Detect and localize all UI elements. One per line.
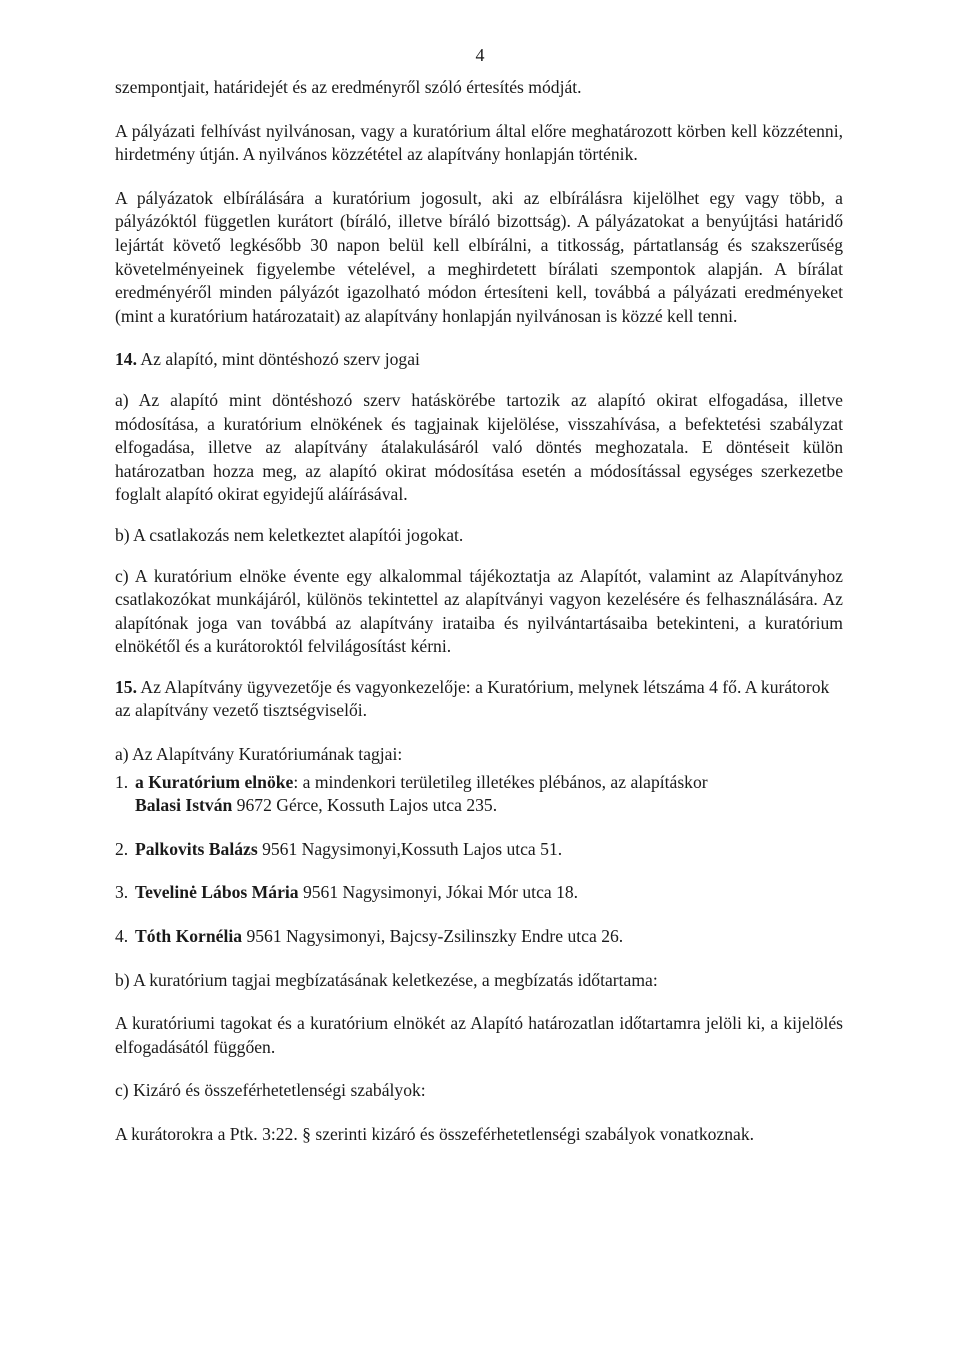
board-member: [115, 881, 843, 905]
section-15-heading: [115, 676, 843, 723]
member-details: [135, 925, 843, 949]
member-name: Palkovits Balázs: [135, 838, 258, 859]
section-14-title: Az alapító, mint döntéshozó szerv jogai: [137, 349, 420, 370]
section-15-point-a-title: a) Az Alapítvány Kuratóriumának tagjai:: [115, 744, 403, 765]
paragraph-evaluation: A pályázatok elbírálására a kuratórium jogosult, aki az elbírálásra kijelölhet egy vagy több, a pályázóktól független kurátort (bíráló, illetve bíráló bizottság). A pályázatokat a benyújtási határidő lejártát követő legkésőbb 30 napon belül kell elbírálni, a titkosság, pártatlanság és szakszerűség követelményeinek figyelembe vételével, a meghirdetett bírálati szempontok alapján. A bírálat eredményéről minden pályázót igazolható módon értesíteni kell, továbbá a pályázati eredményeket (mint a kuratórium határozatait) az alapítvány honlapján nyilvánosan is közzé kell tenni.: [115, 187, 843, 326]
member-details: [135, 838, 843, 862]
paragraph-publication: A pályázati felhívást nyilvánosan, vagy a kuratórium által előre meghatározott körben kell közzétenni, hirdetmény útján. A nyilvános közzététel az alapítvány honlapján történik.: [115, 120, 843, 165]
member-address: 9672 Gérce, Kossuth Lajos utca 235.: [232, 795, 498, 816]
member-number: 4.: [115, 926, 129, 947]
member-details: [135, 771, 843, 818]
section-14-number: 14.: [115, 349, 137, 370]
member-role: a Kuratórium elnöke: [135, 771, 294, 792]
member-number: 1.: [115, 771, 129, 792]
member-address: 9561 Nagysimonyi,Kossuth Lajos utca 51.: [257, 838, 563, 859]
member-number: 3.: [115, 882, 129, 903]
section-15-point-c-title: c) Kizáró és összeférhetetlenségi szabályok:: [115, 1080, 426, 1101]
section-15-point-c-text: A kurátorokra a Ptk. 3:22. § szerinti kizáró és összeférhetetlenségi szabályok vonatkoznak.: [115, 1124, 755, 1144]
section-14-point-a: a) Az alapító mint döntéshozó szerv hatáskörébe tartozik az alapító okirat elfogadása, illetve módosítása, a kuratórium elnökének és tagjainak kijelölése, visszahívása, a befektetési szabályzat elfogadása, illetve az alapítvány átalakulásáról való döntés meghozatala. E döntéseit külön határozatban hozza meg, az alapító okirat módosítása esetén a módosítással egységes szerkezetbe foglalt alapító okirat egyidejű aláírásával.: [115, 389, 843, 505]
section-15-intro: Az Alapítvány ügyvezetője és vagyonkezelője: a Kuratórium, melynek létszáma 4 fő. A kurátorok az alapítvány vezető tisztségviselői.: [115, 676, 830, 721]
section-15-number: 15.: [115, 676, 137, 697]
document-body: [115, 76, 843, 1147]
board-members-list: [115, 771, 843, 949]
board-member: [115, 925, 843, 949]
member-address: 9561 Nagysimonyi, Bajcsy-Zsilinszky Endre utca 26.: [242, 926, 624, 947]
section-15-point-b-title: b) A kuratórium tagjai megbízatásának keletkezése, a megbízatás időtartama:: [115, 969, 658, 990]
member-details: [135, 881, 843, 905]
section-14-point-b: b) A csatlakozás nem keletkeztet alapítói jogokat.: [115, 524, 464, 545]
member-name: Tevelinė Lábos Mária: [135, 882, 299, 903]
member-name: Tóth Kornélia: [135, 926, 243, 947]
paragraph-continuation: szempontjait, határidejét és az eredményről szóló értesítés módját.: [115, 77, 582, 97]
board-member: [115, 838, 843, 862]
section-15-point-b-text: A kuratóriumi tagokat és a kuratórium elnökét az Alapító határozatlan időtartamra jelöli ki, a kijelölés elfogadásától függően.: [115, 1013, 843, 1057]
member-number: 2.: [115, 838, 129, 859]
member-name: Balasi István: [135, 795, 233, 816]
member-role-description: : a mindenkori területileg illetékes plébános, az alapításkor: [293, 771, 708, 792]
section-14-point-c: c) A kuratórium elnöke évente egy alkalommal tájékoztatja az Alapítót, valamint az Alapítványhoz csatlakozókat munkájáról, különös tekintettel az alapítványi vagyon kezelésére és felhasználására. Az alapítónak joga van továbbá az alapítvány irataiba és nyilvántartásaiba betekinteni, a kuratórium elnökétől és a kurátoroktól felvilágosítást kérni.: [115, 565, 843, 657]
section-14-heading: [115, 348, 843, 372]
member-address: 9561 Nagysimonyi, Jókai Mór utca 18.: [298, 882, 579, 903]
page-number: 4: [475, 45, 485, 65]
board-member: [115, 771, 843, 818]
